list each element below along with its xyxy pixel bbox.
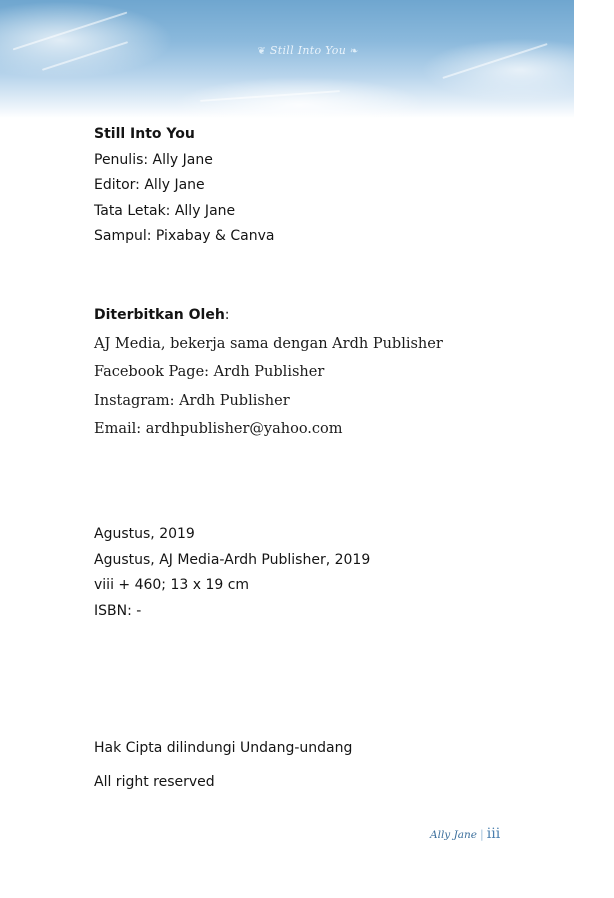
publisher-heading-text: Diterbitkan Oleh — [94, 307, 225, 323]
running-head-title: Still Into You — [269, 44, 347, 57]
page-footer — [430, 826, 530, 842]
credit-line-editor: Editor: Ally Jane — [94, 177, 205, 193]
publisher-heading-colon: : — [224, 307, 230, 323]
rights-line-reserved: All right reserved — [94, 774, 215, 790]
page-number: iii — [486, 826, 501, 842]
credit-line-cover: Sampul: Pixabay & Canva — [94, 228, 275, 244]
ornament-left-icon: ❦ — [257, 46, 267, 57]
credit-line-author: Penulis: Ally Jane — [94, 151, 213, 168]
ornament-right-icon: ❧ — [349, 46, 359, 57]
running-head — [248, 44, 368, 57]
sky-header-banner — [0, 0, 574, 118]
rights-block — [94, 731, 352, 799]
publisher-line-name: AJ Media, bekerja sama dengan Ardh Publisher — [94, 335, 443, 352]
cloud-streak — [200, 90, 340, 102]
edition-line-isbn: ISBN: - — [94, 602, 142, 619]
cloud-streak — [42, 41, 128, 71]
footer-separator: | — [480, 828, 484, 841]
cloud-streak — [13, 12, 128, 51]
edition-line-date: Agustus, 2019 — [94, 526, 195, 542]
cloud-streak — [442, 43, 547, 79]
credits-block — [94, 122, 274, 250]
publisher-line-instagram: Instagram: Ardh Publisher — [94, 392, 290, 409]
footer-author: Ally Jane — [430, 829, 478, 841]
publisher-line-facebook: Facebook Page: Ardh Publisher — [94, 364, 325, 381]
credit-line-layout: Tata Letak: Ally Jane — [94, 202, 236, 219]
rights-line-protected: Hak Cipta dilindungi Undang-undang — [94, 740, 353, 756]
publisher-block — [94, 301, 443, 444]
book-title: Still Into You — [94, 126, 195, 142]
publisher-heading — [94, 301, 443, 330]
edition-line-dimensions: viii + 460; 13 x 19 cm — [94, 577, 250, 593]
edition-line-imprint: Agustus, AJ Media-Ardh Publisher, 2019 — [94, 551, 371, 568]
edition-block — [94, 522, 370, 624]
publisher-line-email: Email: ardhpublisher@yahoo.com — [94, 421, 343, 438]
